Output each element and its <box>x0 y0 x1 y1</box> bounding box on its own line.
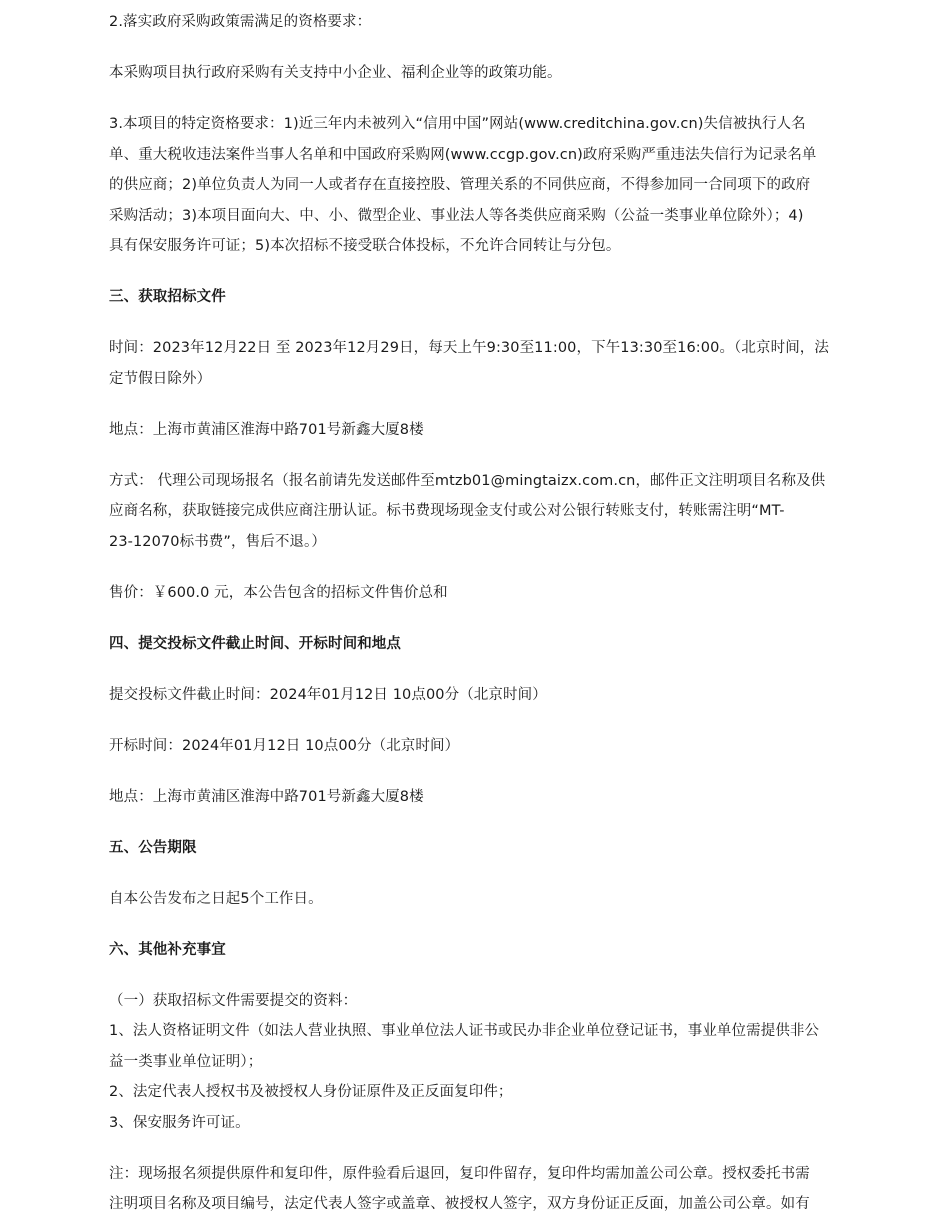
list-item: 3、保安服务许可证。 <box>109 1114 250 1131</box>
text-line: 3.本项目的特定资格要求：1)近三年内未被列入“信用中国”网站(www.creditchina.gov.cn)失信被执行人名 <box>109 116 806 132</box>
text-line: 23-12070标书费”，售后不退。） <box>109 533 326 550</box>
text-line: 时间：2023年12月22日 至 2023年12月29日，每天上午9:30至11:00，下午13:30至16:00。（北京时间，法 <box>109 340 829 356</box>
text-line: 的供应商；2)单位负责人为同一人或者存在直接控股、管理关系的不同供应商，不得参加同一合同项下的政府 <box>109 177 811 193</box>
opening-time: 开标时间：2024年01月12日 10点00分（北京时间） <box>109 737 460 754</box>
list-item: 2、法定代表人授权书及被授权人身份证原件及正反面复印件； <box>109 1084 513 1100</box>
text-line: 采购活动；3)本项目面向大、中、小、微型企业、事业法人等各类供应商采购（公益一类事业单位除外）；4) <box>109 207 804 224</box>
location-text: 地点：上海市黄浦区淮海中路701号新鑫大厦8楼 <box>109 421 424 438</box>
submission-deadline: 提交投标文件截止时间：2024年01月12日 10点00分（北京时间） <box>109 686 547 703</box>
text-line: 方式： 代理公司现场报名（报名前请先发送邮件至mtzb01@mingtaizx.com.cn，邮件正文注明项目名称及供 <box>109 472 826 489</box>
section-heading-period: 五、公告期限 <box>109 839 197 856</box>
text-line: 注：现场报名须提供原件和复印件，原件验看后退回，复印件留存，复印件均需加盖公司公章。授权委托书需 <box>109 1165 810 1182</box>
price-text: 售价：￥600.0 元，本公告包含的招标文件售价总和 <box>109 584 448 601</box>
section-heading-deadline: 四、提交投标文件截止时间、开标时间和地点 <box>109 635 401 652</box>
text-line: 单、重大税收违法案件当事人名单和中国政府采购网(www.ccgp.gov.cn)政府采购严重违法失信行为记录名单 <box>109 146 817 163</box>
method-paragraph <box>109 466 845 558</box>
policy-function-text: 本采购项目执行政府采购有关支持中小企业、福利企业等的政策功能。 <box>109 65 562 81</box>
list-item: 益一类事业单位证明）； <box>109 1053 263 1070</box>
text-line: 应商名称，获取链接完成供应商注册认证。标书费现场现金支付或公对公银行转账支付，转账需注明“MT- <box>109 503 785 519</box>
qualification-policy-title: 2.落实政府采购政策需满足的资格要求： <box>109 14 372 30</box>
section-heading-get-documents: 三、获取招标文件 <box>109 289 226 305</box>
time-paragraph <box>109 333 845 394</box>
specific-qualifications <box>109 109 845 262</box>
list-intro: （一）获取招标文件需要提交的资料： <box>109 992 358 1009</box>
note-paragraph <box>109 1159 845 1220</box>
text-line: 定节假日除外） <box>109 370 212 387</box>
text-line: 具有保安服务许可证；5)本次招标不接受联合体投标，不允许合同转让与分包。 <box>109 238 621 254</box>
text-line: 注明项目名称及项目编号，法定代表人签字或盖章、被授权人签字，双方身份证正反面，加盖公司公章。如有 <box>109 1196 810 1212</box>
required-materials-list <box>109 986 845 1139</box>
period-text: 自本公告发布之日起5个工作日。 <box>109 890 323 907</box>
section-heading-other: 六、其他补充事宜 <box>109 941 226 958</box>
list-item: 1、法人资格证明文件（如法人营业执照、事业单位法人证书或民办非企业单位登记证书，事业单位需提供非公 <box>109 1023 820 1039</box>
opening-location: 地点：上海市黄浦区淮海中路701号新鑫大厦8楼 <box>109 788 424 805</box>
document-page <box>109 7 845 1220</box>
